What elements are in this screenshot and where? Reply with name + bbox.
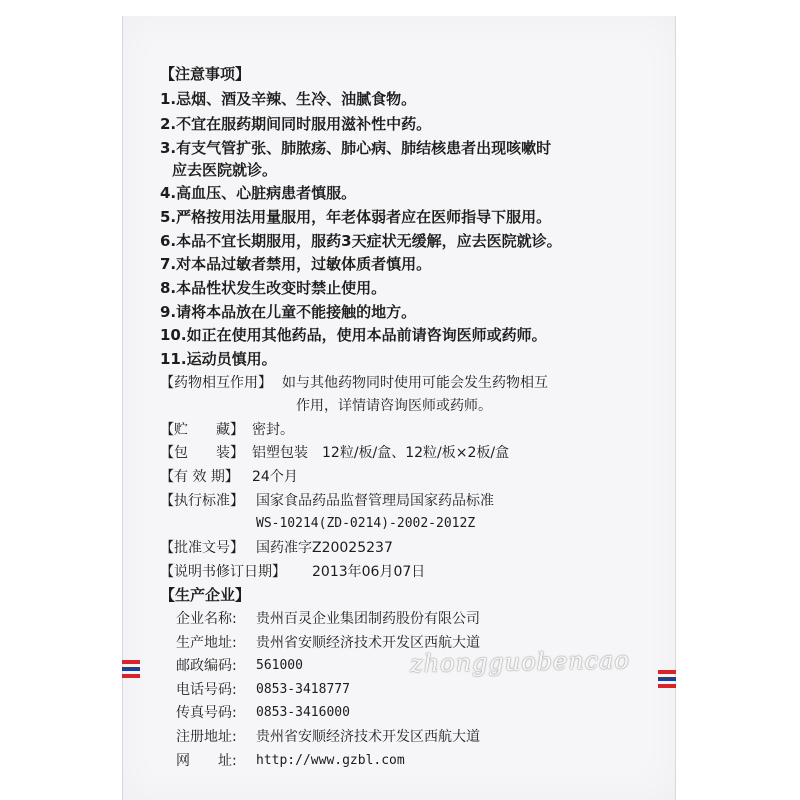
precaution-item: 8.本品性状发生改变时禁止使用。 (160, 279, 387, 297)
right-color-stripe (658, 670, 676, 702)
manufacturer-row-label: 生产地址: (176, 635, 237, 651)
precaution-item: 5.严格按用法用量服用，年老体弱者应在医师指导下服用。 (160, 208, 552, 226)
precaution-item: 2.不宜在服药期间同时服用滋补性中药。 (160, 115, 432, 133)
precaution-item: 9.请将本品放在儿童不能接触的地方。 (160, 303, 417, 321)
manufacturer-row-value: 贵州百灵企业集团制药股份有限公司 (256, 611, 480, 627)
precaution-item: 3.有支气管扩张、肺脓疡、肺心病、肺结核患者出现咳嗽时 (160, 139, 552, 157)
package-label: 【包 装】 (160, 445, 244, 461)
manufacturer-row-label: 网 址: (176, 753, 237, 769)
precaution-item: 11.运动员慎用。 (160, 350, 277, 368)
precaution-item-continued: 应去医院就诊。 (172, 161, 278, 179)
standard-label: 【执行标准】 (160, 493, 244, 509)
manufacturer-header: 【生产企业】 (160, 586, 251, 604)
revision-label: 【说明书修订日期】 (160, 564, 286, 580)
precaution-item: 1.忌烟、酒及辛辣、生冷、油腻食物。 (160, 90, 417, 108)
manufacturer-row-label: 传真号码: (176, 705, 237, 721)
watermark-text: zhongguobencao (409, 646, 631, 678)
storage-label: 【贮 藏】 (160, 422, 244, 438)
package-value: 铝塑包装 12粒/板/盒、12粒/板×2板/盒 (252, 445, 510, 461)
manufacturer-row-label: 邮政编码: (176, 658, 237, 674)
interaction-text-continued: 作用，详情请咨询医师或药师。 (296, 398, 492, 414)
manufacturer-row-value: 0853-3418777 (256, 682, 350, 697)
precaution-item: 6.本品不宜长期服用，服药3天症状无缓解，应去医院就诊。 (160, 232, 562, 250)
manufacturer-row-label: 企业名称: (176, 611, 237, 627)
manufacturer-row-value: 贵州省安顺经济技术开发区西航大道 (256, 729, 480, 745)
revision-value: 2013年06月07日 (312, 564, 426, 580)
precaution-item: 7.对本品过敏者禁用，过敏体质者慎用。 (160, 255, 432, 273)
precaution-item: 10.如正在使用其他药品，使用本品前请咨询医师或药师。 (160, 326, 547, 344)
interaction-label: 【药物相互作用】 (160, 375, 272, 391)
left-color-stripe (122, 660, 140, 692)
manufacturer-row-label: 注册地址: (176, 729, 237, 745)
precaution-item: 4.高血压、心脏病患者慎服。 (160, 184, 357, 202)
manufacturer-row-label: 电话号码: (176, 682, 237, 698)
manufacturer-row-value: 561000 (256, 658, 303, 673)
manufacturer-row-value: 贵州省安顺经济技术开发区西航大道 (256, 635, 480, 651)
website-link[interactable]: http://www.gzbl.com (256, 753, 405, 768)
storage-value: 密封。 (252, 422, 294, 438)
standard-code: WS-10214(ZD-0214)-2002-2012Z (256, 516, 476, 531)
precautions-header: 【注意事项】 (160, 65, 251, 83)
interaction-text: 如与其他药物同时使用可能会发生药物相互 (282, 375, 548, 391)
validity-value: 24个月 (252, 469, 298, 485)
standard-value: 国家食品药品监督管理局国家药品标准 (256, 493, 494, 509)
manufacturer-row-value: 0853-3416000 (256, 705, 350, 720)
validity-label: 【有 效 期】 (160, 469, 239, 485)
approval-label: 【批准文号】 (160, 540, 244, 556)
approval-value: 国药准字Z20025237 (256, 540, 393, 556)
